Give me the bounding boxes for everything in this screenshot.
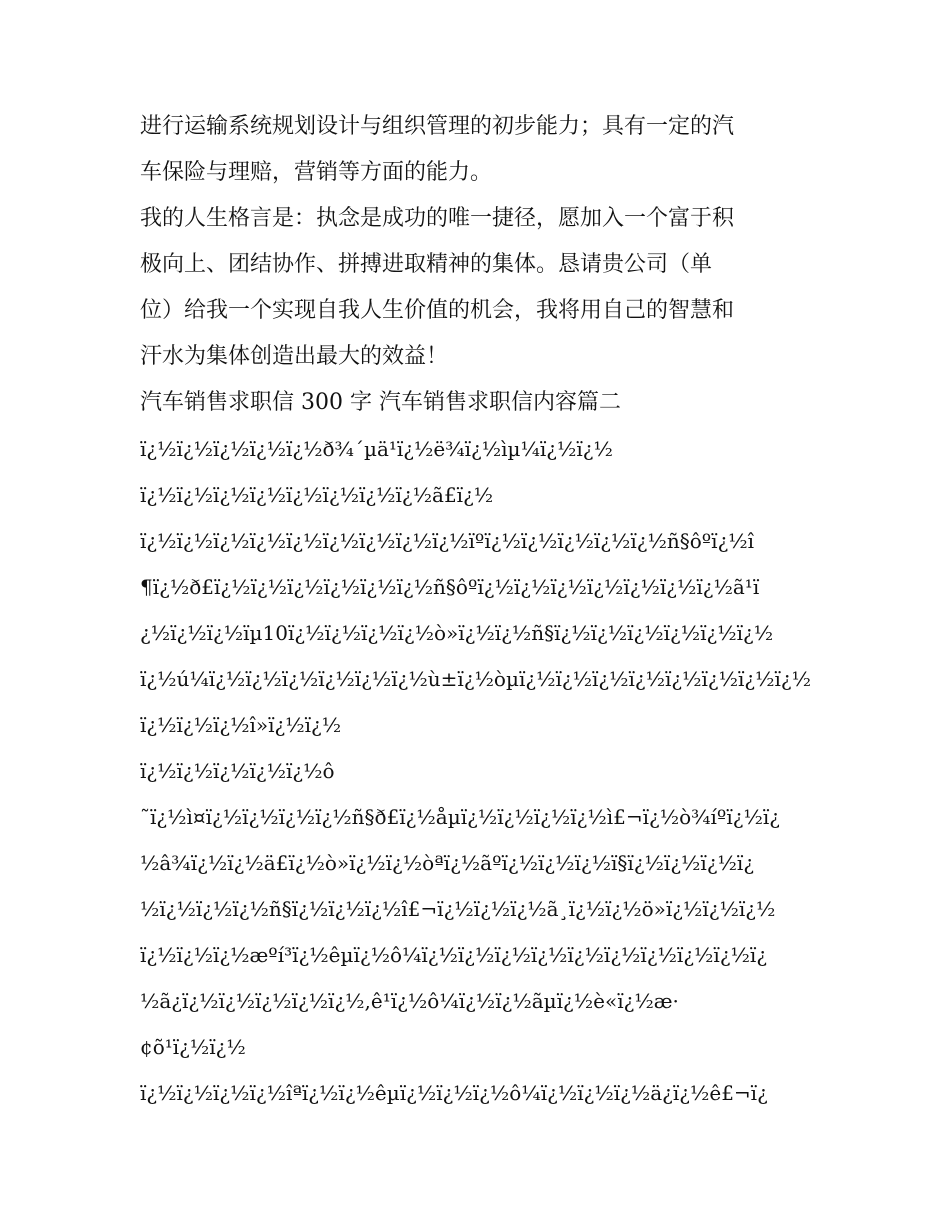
paragraph-line: 极向上、团结协作、拼搏进取精神的集体。恳请贵公司（单 [140,252,713,277]
garbled-text-line: ¶ï¿½ð£ï¿½ï¿½ï¿½ï¿½ï¿½ï¿½ñ§ôºï¿½ï¿½ï¿½ï¿½ï¿½ï¿½ï¿½ã¹ï [140,575,760,599]
garbled-text-line: ¢õ¹ï¿½ï¿½ [140,1035,246,1059]
garbled-text-line: ï¿½ï¿½ï¿½ï¿½ï¿½ï¿½ï¿½ï¿½ã£ï¿½ [140,483,494,507]
garbled-text-line: ï¿½ï¿½ï¿½ï¿½ï¿½ô [140,759,335,783]
garbled-text-line: ï¿½ï¿½ï¿½ï¿½îªï¿½ï¿½êµï¿½ï¿½ï¿½ô¼ï¿½ï¿½ï¿½ä¿ï¿½ê£¬ï¿ [140,1081,768,1105]
paragraph-line: 我的人生格言是：执念是成功的唯一捷径，愿加入一个富于积 [140,206,735,231]
garbled-text-line: ï¿½ï¿½ï¿½ï¿½ï¿½ð¾´µä¹ï¿½ë¾ï¿½ìµ¼ï¿½ï¿½ [140,437,613,461]
garbled-text-line: ˜ï¿½ì¤ï¿½ï¿½ï¿½ï¿½ñ§ð£ï¿½åµï¿½ï¿½ï¿½ï¿½ì£¬ï¿½ò¾íºï¿½ï¿ [140,805,780,829]
paragraph-line: 汗水为集体创造出最大的效益！ [140,344,449,369]
garbled-text-line: ï¿½ï¿½ï¿½î»ï¿½ï¿½ [140,713,342,737]
paragraph-line: 车保险与理赔，营销等方面的能力。 [140,160,493,185]
garbled-text-line: ½ã¿ï¿½ï¿½ï¿½ï¿½ï¿½,ê¹ï¿½ô¼ï¿½ï¿½ãµï¿½è«ï¿½æ· [140,989,679,1013]
section-heading: 汽车销售求职信 300 字 汽车销售求职信内容篇二 [140,390,621,415]
garbled-text-line: ¿½ï¿½ï¿½ïµ10ï¿½ï¿½ï¿½ï¿½ò»ï¿½ï¿½ñ§ï¿½ï¿½ï¿½ï¿½ï¿½ï¿½ [140,621,774,645]
garbled-text-line: ï¿½ï¿½ï¿½ï¿½ï¿½ï¿½ï¿½ï¿½ï¿½ïºï¿½ï¿½ï¿½ï¿½ï¿½ñ§ôºï¿½î [140,529,755,553]
paragraph-line: 进行运输系统规划设计与组织管理的初步能力；具有一定的汽 [140,114,735,139]
garbled-text-line: ï¿½ú¼ï¿½ï¿½ï¿½ï¿½ï¿½ï¿½ù±ï¿½òµï¿½ï¿½ï¿½ï¿½ï¿½ï¿½ï¿½ï¿½ [140,667,812,691]
document-body [140,104,815,1116]
garbled-text-line: ½â¾ï¿½ï¿½ä£ï¿½ò»ï¿½ï¿½òªï¿½ãºï¿½ï¿½ï¿½ï§ï¿½ï¿½ï¿½ï¿ [140,851,755,875]
garbled-text-line: ½ï¿½ï¿½ï¿½ñ§ï¿½ï¿½ï¿½î£¬ï¿½ï¿½ï¿½ã¸ï¿½ï¿½ö»ï¿½ï¿½ï¿½ [140,897,776,921]
garbled-text-line: ï¿½ï¿½ï¿½æºí³ï¿½êµï¿½ô¼ï¿½ï¿½ï¿½ï¿½ï¿½ï¿½ï¿½ï¿½ï¿½ï¿ [140,943,768,967]
paragraph-line: 位）给我一个实现自我人生价值的机会，我将用自己的智慧和 [140,298,735,323]
